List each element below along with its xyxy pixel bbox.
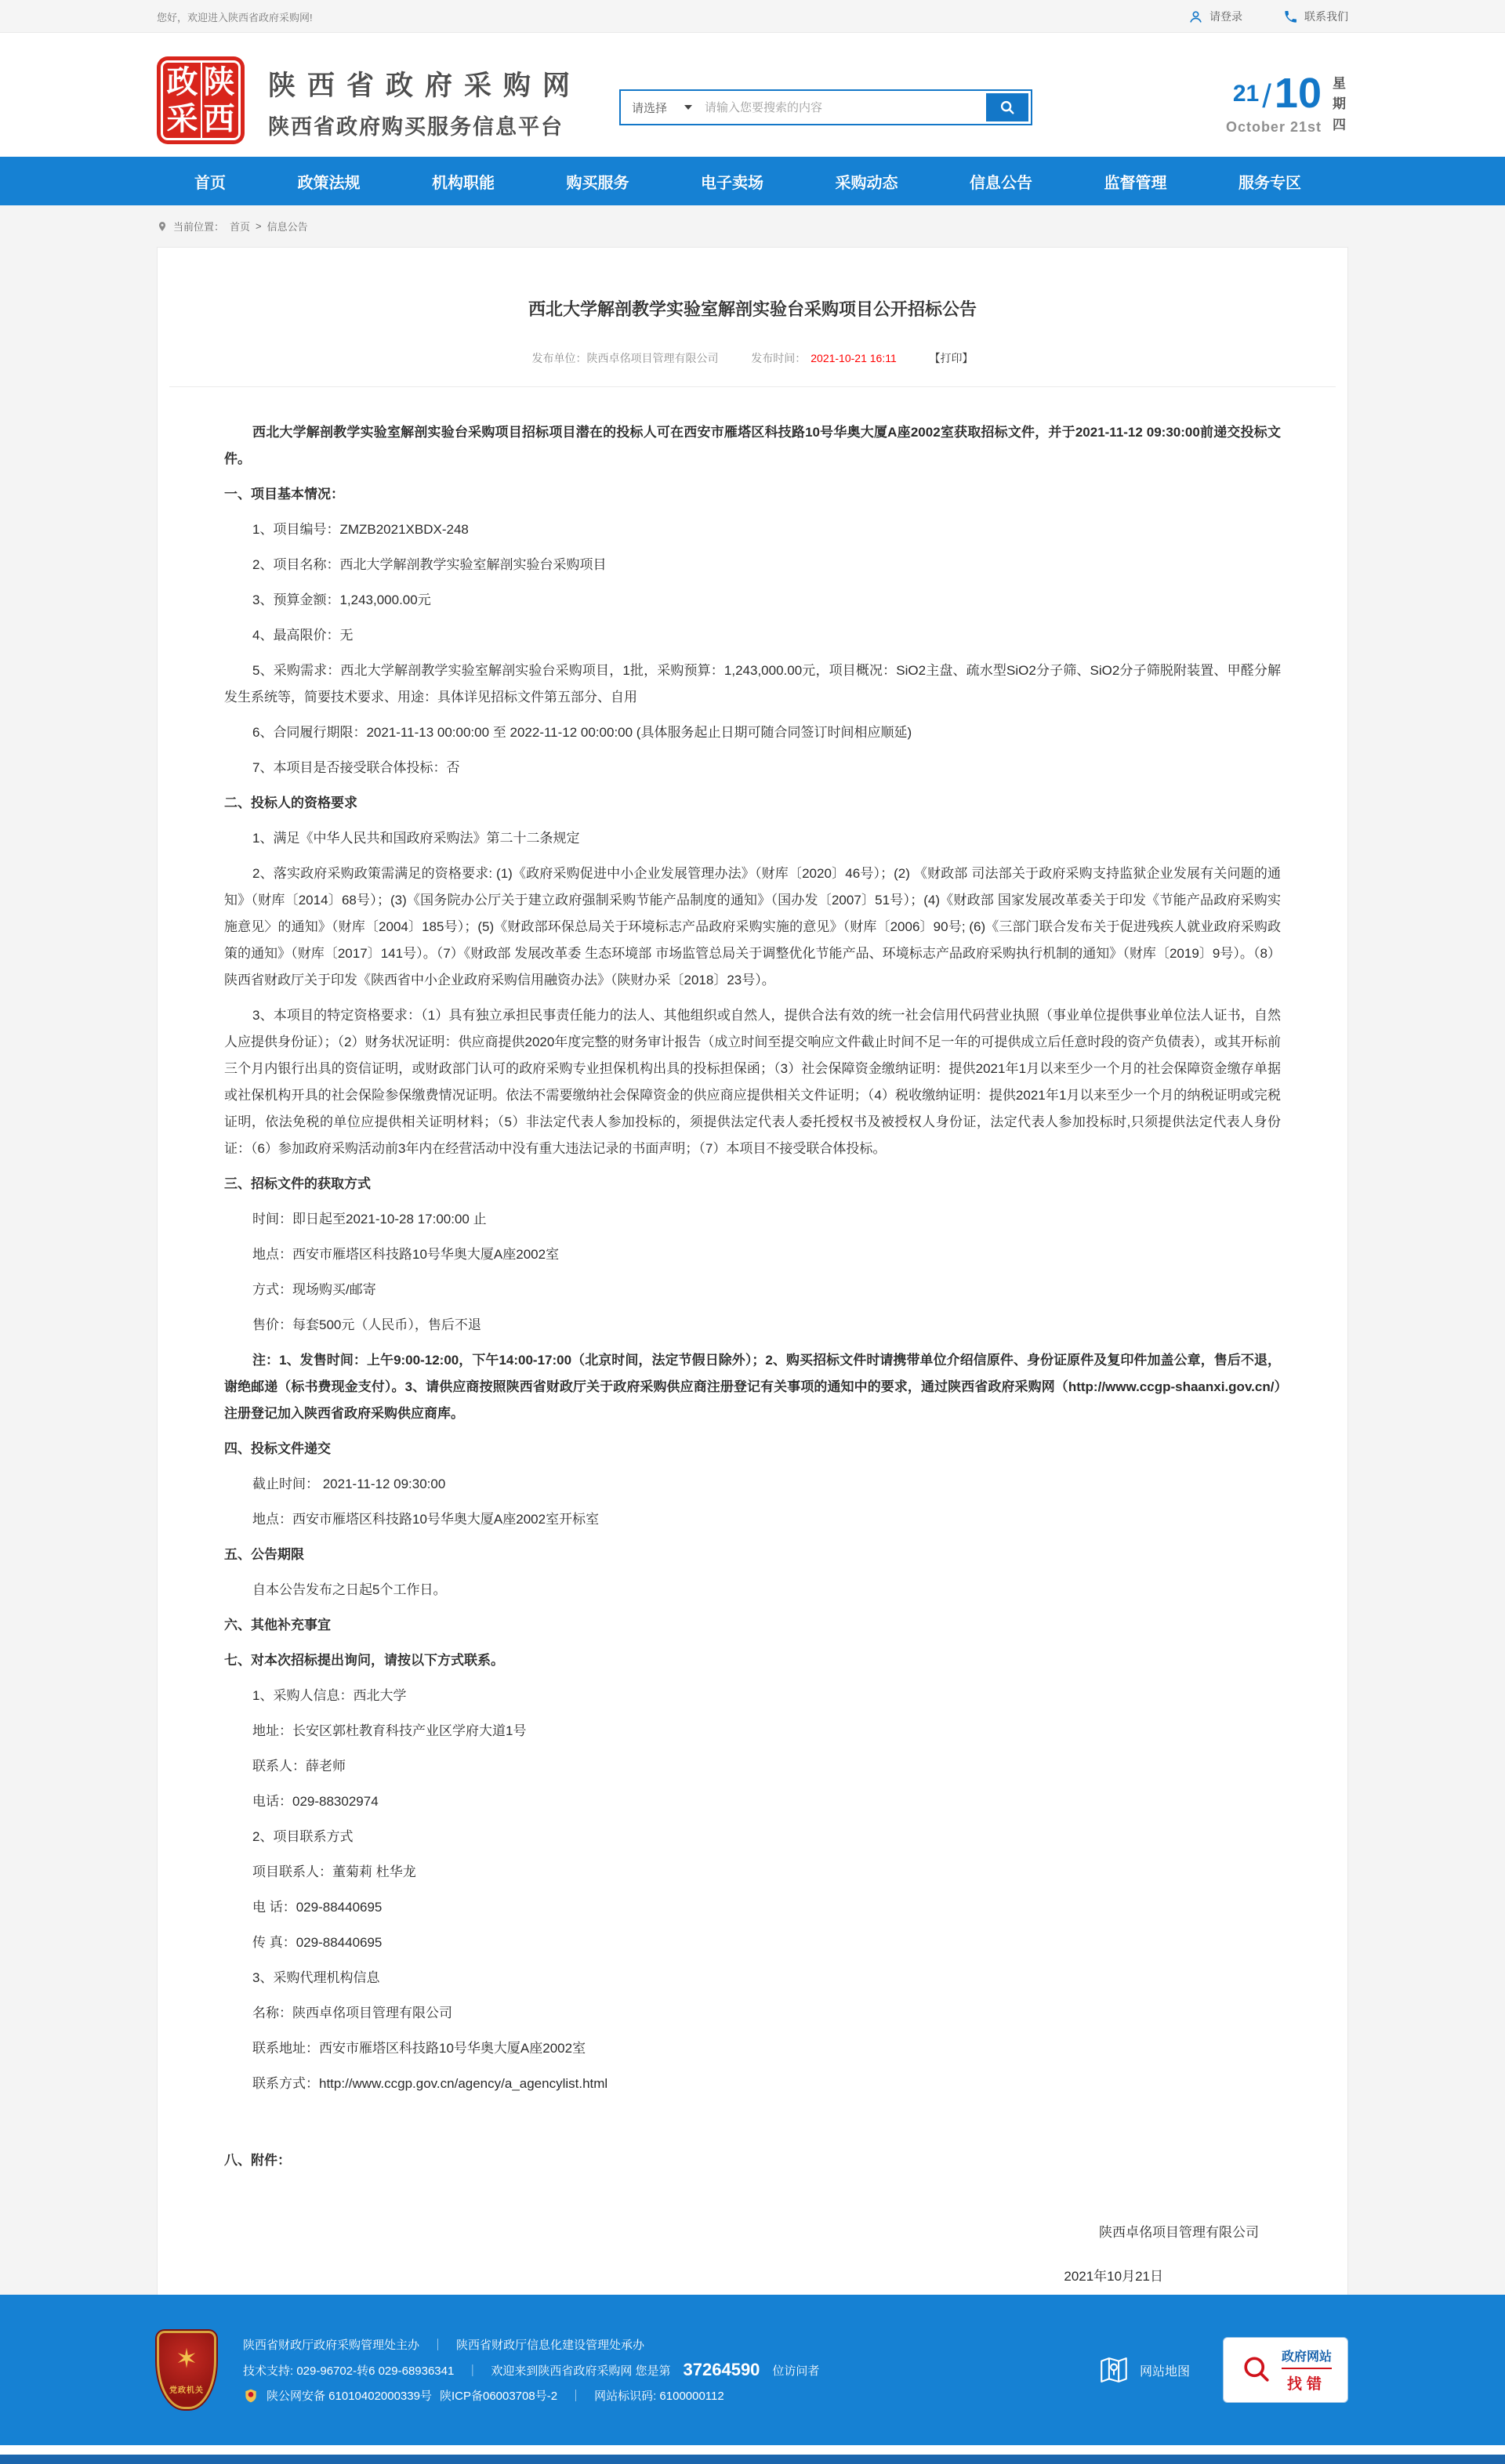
nav-item-9[interactable]: 服务专区 bbox=[1238, 174, 1301, 192]
body-paragraph: 3、本项目的特定资格要求：（1）具有独立承担民事责任能力的法人、其他组织或自然人，提供合法有效的统一社会信用代码营业执照（事业单位提供事业单位法人证书，自然人应提供身份证）；（2）财务状况证明：供应商提供2020年度完整的财务审计报告（成立时间至提交响应文件截止时间不足一年的可提供成立后任意时段的资产负债表），或其开标前三个月内银行出具的资信证明，或财政部门认可的政府采购专业担保机构出具的投标担保函；（3）社会保障资金缴纳证明：提供2021年1月以来至少一个月的社会保障资金缴存单据或社保机构开具的社会保险参保缴费情况证明。依法不需要缴纳社会保障资金的供应商应提供相关文件证明；（4）税收缴纳证明：提供2021年1月以来至少一个月的纳税证明或完税证明，依法免税的单位应提供相关证明材料；（5）非法定代表人参加投标的，须提供法定代表人委托授权书及被授权人身份证，法定代表人参加投标时,只须提供法定代表人身份证：（6）参加政府采购活动前3年内在经营活动中没有重大违法记录的书面声明；（7）本项目不接受联合体投标。 bbox=[224, 1008, 1281, 1156]
announcement-card bbox=[157, 247, 1348, 2335]
footer-white-band bbox=[0, 2445, 1505, 2455]
publisher-label: 发布单位： bbox=[531, 352, 587, 364]
signature-company: 陕西卓佲项目管理有限公司 bbox=[1099, 2225, 1259, 2240]
badge-label: 党政机关 bbox=[169, 2386, 204, 2395]
site-header bbox=[0, 33, 1505, 157]
body-paragraph: 售价：每套500元（人民币），售后不退 bbox=[252, 1317, 481, 1332]
logo-char: 西 bbox=[203, 100, 235, 136]
search-input[interactable] bbox=[703, 100, 981, 115]
date-day-ordinal: 21st bbox=[1289, 119, 1322, 135]
section-heading: 五、公告期限 bbox=[224, 1547, 304, 1562]
note-paragraph: 注：1、发售时间：上午9:00-12:00，下午14:00-17:00（北京时间，法定节假日除外）；2、购买招标文件时请携带单位介绍信原件、身份证原件及复印件加盖公章，售后不退，谢绝邮递（标书费现金支付）。3、请供应商按照陕西省财政厅关于政府采购供应商注册登记有关事项的通知中的要求，通过陕西省政府采购网（http://www.ccgp-shaanxi.gov.cn/）注册登记加入陕西省政府采购供应商库。 bbox=[224, 1353, 1281, 1421]
body-paragraph: 时间：即日起至2021-10-28 17:00:00 止 bbox=[252, 1212, 487, 1227]
section-heading: 六、其他补充事宜 bbox=[224, 1618, 331, 1632]
section-heading: 四、投标文件递交 bbox=[224, 1441, 331, 1456]
nav-item-2[interactable]: 政策法规 bbox=[297, 174, 361, 192]
date-widget bbox=[1226, 69, 1348, 136]
section-heading: 二、投标人的资格要求 bbox=[224, 795, 357, 810]
site-footer bbox=[0, 2295, 1505, 2445]
sitemap-label: 网站地图 bbox=[1139, 2364, 1190, 2379]
date-day: 21 bbox=[1232, 81, 1260, 107]
attachments-heading: 八、附件： bbox=[224, 2153, 291, 2168]
chevron-down-icon bbox=[684, 105, 692, 110]
nav-item-8[interactable]: 监督管理 bbox=[1104, 174, 1167, 192]
body-paragraph: 项目联系人：董菊莉 杜华龙 bbox=[252, 1864, 416, 1879]
section-heading: 三、招标文件的获取方式 bbox=[224, 1176, 371, 1191]
publish-time-label: 发布时间： bbox=[751, 352, 807, 364]
contact-label: 联系我们 bbox=[1304, 10, 1348, 23]
main-nav bbox=[0, 157, 1505, 205]
body-paragraph: 地点：西安市雁塔区科技路10号华奥大厦A座2002室 bbox=[252, 1247, 560, 1262]
date-weekday: 星期四 bbox=[1333, 76, 1346, 132]
welcome-text: 您好，欢迎进入陕西省政府采购网! bbox=[157, 11, 313, 24]
nav-item-3[interactable]: 机构职能 bbox=[432, 174, 495, 192]
body-paragraph: 自本公告发布之日起5个工作日。 bbox=[252, 1582, 447, 1597]
police-badge-icon bbox=[243, 2388, 259, 2404]
divider bbox=[1282, 2368, 1332, 2369]
body-paragraph: 联系地址：西安市雁塔区科技路10号华奥大厦A座2002室 bbox=[252, 2041, 586, 2056]
map-icon bbox=[1097, 2353, 1130, 2386]
search-category-select[interactable] bbox=[621, 100, 703, 116]
body-paragraph: 1、满足《中华人民共和国政府采购法》第二十二条规定 bbox=[252, 831, 580, 846]
login-label: 请登录 bbox=[1209, 10, 1242, 23]
nav-item-4[interactable]: 购买服务 bbox=[566, 174, 629, 192]
lead-paragraph: 西北大学解剖教学实验室解剖实验台采购项目招标项目潜在的投标人可在西安市雁塔区科技路10号华奥大厦A座2002室获取招标文件，并于2021-11-12 09:30:00前递交投标文件。 bbox=[224, 425, 1281, 466]
magnifier-icon bbox=[1239, 2353, 1274, 2387]
body-paragraph: 3、预算金额：1,243,000.00元 bbox=[252, 592, 431, 607]
contact-link[interactable] bbox=[1283, 9, 1348, 24]
section-heading: 七、对本次招标提出询问，请按以下方式联系。 bbox=[224, 1653, 504, 1668]
logo-char: 政 bbox=[166, 63, 198, 100]
breadcrumb-separator: > bbox=[256, 220, 262, 232]
breadcrumb-prefix: 当前位置： bbox=[173, 221, 225, 233]
body-paragraph: 2、落实政府采购政策需满足的资格要求: (1)《政府采购促进中小企业发展管理办法》（财库〔2020〕46号）；(2) 《财政部 司法部关于政府采购支持监狱企业发展有关问题的通知》（财库〔2014〕68号）；(3)《国务院办公厅关于建立政府强制采购节能产品制度的通知》（国办发〔2007〕51号）；(4)《财政部 国家发展改革委关于印发《节能产品政府采购实施意见〉的通知》（财库〔2004〕185号）；(5)《财政部环保总局关于环境标志产品政府采购实施的意见》（财库〔2006〕90号; (6)《三部门联合发布关于促进残疾人就业政府采购政策的通知》（财库〔2017〕141号）。（7）《财政部 发展改革委 生态环境部 市场监管总局关于调整优化节能产品、环境标志产品政府采购执行机制的通知》（财库〔2019〕9号）。（8）陕西省财政厅关于印发《陕西省中小企业政府采购信用融资办法》（陕财办采〔2018〕23号）。 bbox=[224, 866, 1281, 987]
body-paragraph: 名称：陕西卓佲项目管理有限公司 bbox=[252, 2006, 452, 2020]
location-pin-icon bbox=[157, 221, 168, 232]
bottom-strip bbox=[0, 2455, 1505, 2464]
nav-item-1[interactable]: 首页 bbox=[194, 174, 226, 192]
breadcrumb-home-link[interactable]: 首页 bbox=[230, 221, 251, 233]
nav-item-7[interactable]: 信息公告 bbox=[970, 174, 1032, 192]
breadcrumb-current[interactable]: 信息公告 bbox=[267, 221, 308, 233]
body-paragraph: 2、项目名称：西北大学解剖教学实验室解剖实验台采购项目 bbox=[252, 557, 607, 572]
body-paragraph: 5、采购需求：西北大学解剖教学实验室解剖实验台采购项目，1批，采购预算：1,243,000.00元，项目概况：SiO2主盘、疏水型SiO2分子筛、SiO2分子筛脱附装置、甲醛分解发生系统等，简要技术要求、用途：具体详见招标文件第五部分、自用 bbox=[224, 663, 1281, 705]
body-paragraph: 地点：西安市雁塔区科技路10号华奥大厦A座2002室开标室 bbox=[252, 1512, 600, 1527]
section-heading: 一、项目基本情况： bbox=[224, 487, 344, 502]
find-error-top-label: 政府网站 bbox=[1281, 2350, 1332, 2364]
search-button[interactable] bbox=[986, 93, 1028, 121]
publish-time-value: 2021-10-21 16:11 bbox=[811, 352, 897, 364]
publisher-value: 陕西卓佲项目管理有限公司 bbox=[586, 352, 719, 364]
body-paragraph: 地址：长安区郭杜教育科技产业区学府大道1号 bbox=[252, 1723, 527, 1738]
article-body bbox=[224, 387, 1281, 2290]
body-paragraph: 截止时间： 2021-11-12 09:30:00 bbox=[252, 1477, 446, 1491]
site-name: 陕西省政府采购网 bbox=[268, 71, 582, 101]
body-paragraph: 联系人：薛老师 bbox=[252, 1759, 346, 1774]
logo-char: 陕 bbox=[203, 63, 235, 100]
date-slash: / bbox=[1262, 78, 1271, 114]
page-title: 西北大学解剖教学实验室解剖实验台采购项目公开招标公告 bbox=[528, 299, 977, 319]
footer-line-support: 技术支持: 029-96702-转6 029-68936341 ｜ 欢迎来到陕西省政府采购网 您是第 37264590 位访问者 bbox=[243, 2360, 820, 2379]
footer-line-registration: 陕公网安备 61010402000339号 陕ICP备06003708号-2 ｜ 网站标识码: 6100000112 bbox=[243, 2387, 819, 2404]
login-link[interactable] bbox=[1188, 9, 1242, 24]
nav-item-6[interactable]: 采购动态 bbox=[835, 174, 898, 192]
visitor-count: 37264590 bbox=[683, 2360, 760, 2379]
logo-char: 采 bbox=[166, 100, 198, 136]
signature-date: 2021年10月21日 bbox=[1064, 2269, 1163, 2284]
party-government-badge bbox=[157, 2331, 216, 2409]
phone-icon bbox=[1283, 9, 1298, 24]
body-paragraph: 电话：029-88302974 bbox=[252, 1794, 379, 1809]
search-icon bbox=[999, 99, 1016, 116]
site-subtitle: 陕西省政府购买服务信息平台 bbox=[268, 115, 564, 139]
body-paragraph: 2、项目联系方式 bbox=[252, 1829, 354, 1844]
site-logo bbox=[157, 56, 245, 144]
topbar bbox=[0, 0, 1505, 33]
footer-line-organizers: 陕西省财政厅政府采购管理处主办 ｜ 陕西省财政厅信息化建设管理处承办 bbox=[243, 2339, 645, 2352]
body-paragraph: 1、项目编号：ZMZB2021XBDX-248 bbox=[252, 522, 469, 537]
nav-item-5[interactable]: 电子卖场 bbox=[701, 174, 763, 192]
body-paragraph: 方式：现场购买/邮寄 bbox=[252, 1282, 376, 1297]
breadcrumb bbox=[0, 205, 1505, 244]
body-paragraph: 3、采购代理机构信息 bbox=[252, 1970, 380, 1985]
body-paragraph: 传 真：029-88440695 bbox=[252, 1935, 383, 1950]
body-paragraph: 7、本项目是否接受联合体投标：否 bbox=[252, 760, 460, 775]
body-paragraph: 6、合同履行期限：2021-11-13 00:00:00 至 2022-11-12 00:00:00 (具体服务起止日期可随合同签订时间相应顺延) bbox=[252, 725, 912, 740]
body-paragraph: 联系方式：http://www.ccgp.gov.cn/agency/a_agencylist.html bbox=[252, 2076, 608, 2091]
search-bar bbox=[619, 89, 1032, 125]
find-error-badge[interactable] bbox=[1223, 2337, 1348, 2403]
search-select-label: 请选择 bbox=[632, 101, 668, 115]
emblem-star-icon: ✶ bbox=[175, 2343, 198, 2374]
body-paragraph: 4、最高限价：无 bbox=[252, 628, 354, 643]
body-paragraph: 1、采购人信息：西北大学 bbox=[252, 1688, 407, 1703]
date-month: 10 bbox=[1274, 70, 1322, 117]
print-button[interactable]: 【打印】 bbox=[929, 352, 974, 364]
user-icon bbox=[1188, 9, 1203, 24]
date-month-name: October bbox=[1225, 119, 1286, 135]
body-paragraph: 电 话：029-88440695 bbox=[252, 1900, 383, 1915]
sitemap-link[interactable] bbox=[1097, 2353, 1190, 2386]
find-error-bottom-label: 找错 bbox=[1286, 2376, 1326, 2393]
